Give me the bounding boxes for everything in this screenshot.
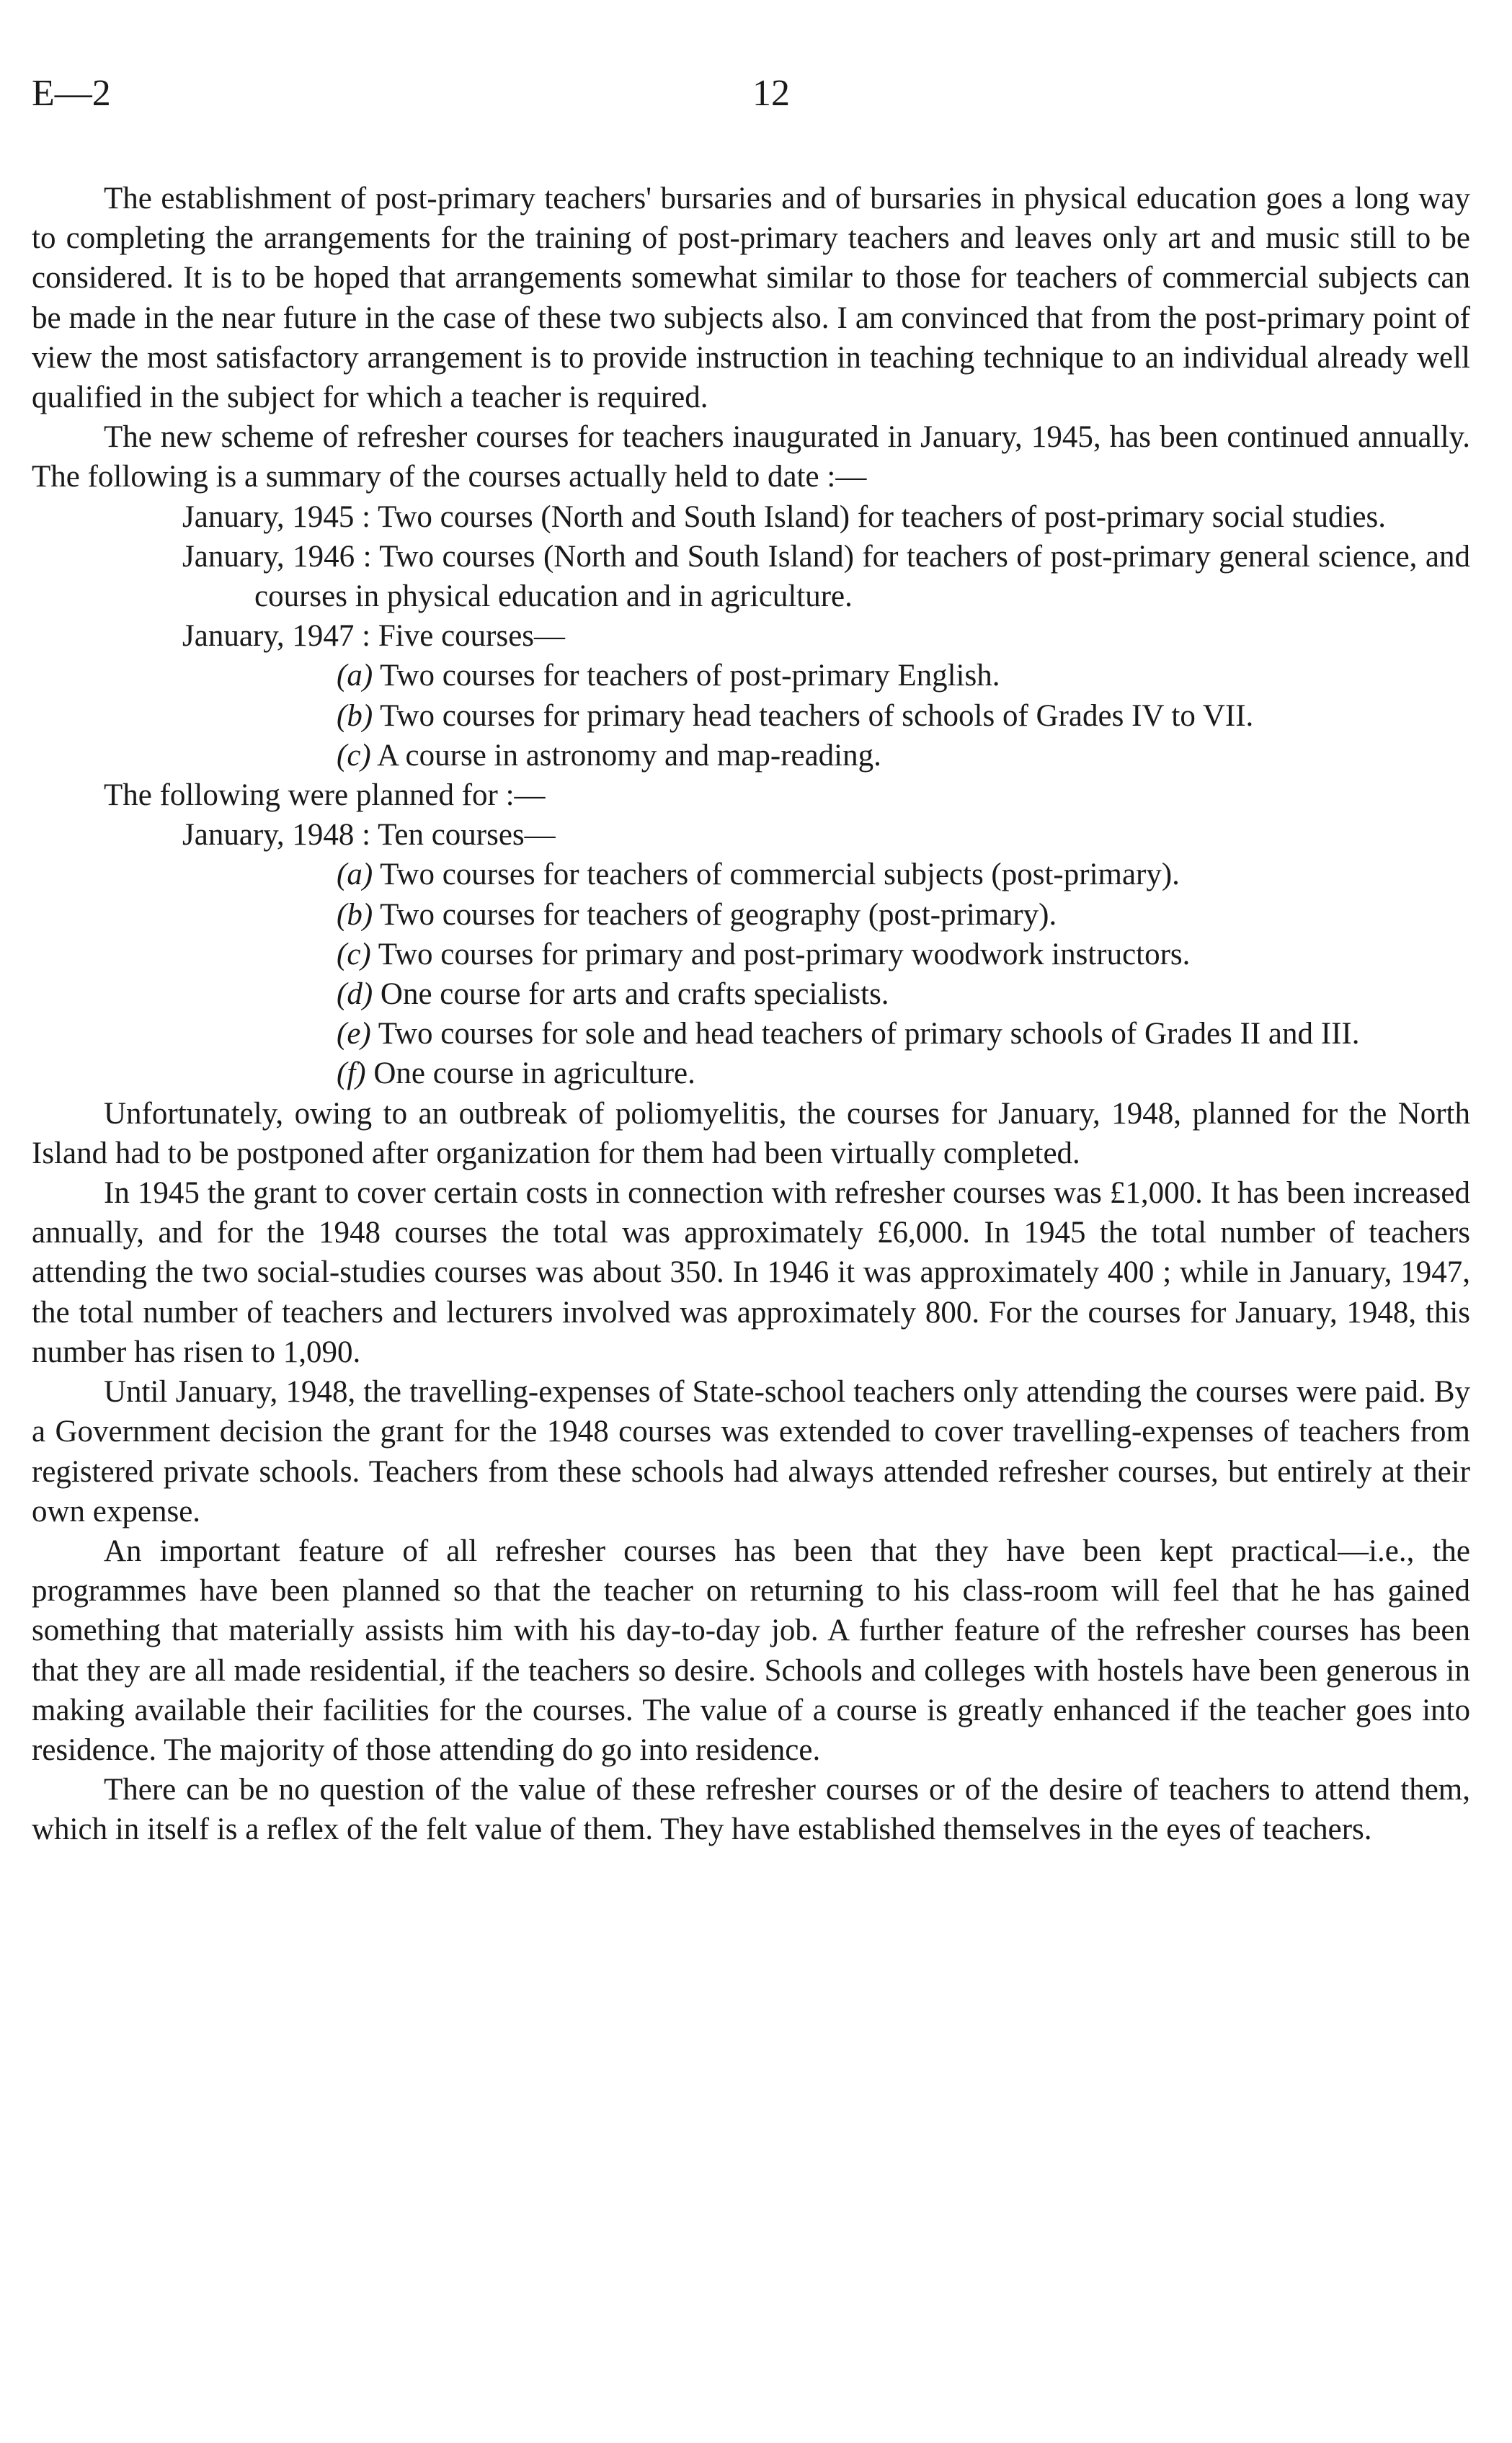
item-label: (b) (337, 698, 373, 733)
list-item (32, 696, 1470, 736)
page-header (32, 72, 1470, 115)
item-text: Two courses for primary head teachers of schools of Grades IV to VII. (380, 698, 1254, 733)
list-item (32, 895, 1470, 935)
item-label: (e) (337, 1017, 371, 1051)
entry-january-1945: January, 1945 : Two courses (North and South Island) for teachers of post-primary social studies. (182, 499, 1387, 534)
list-item (32, 1054, 1470, 1093)
paragraph-refresher-scheme: The new scheme of refresher courses for teachers inaugurated in January, 1945, has been continued annually. The following is a summary of the courses actually held to date :— (32, 420, 1470, 494)
list-item (32, 736, 1470, 775)
paragraph-conclusion: There can be no question of the value of these refresher courses or of the desire of teachers to attend them, which in itself is a reflex of the felt value of them. They have established themselves in the eyes of teachers. (32, 1773, 1470, 1847)
list-item (32, 855, 1470, 894)
item-text: Two courses for primary and post-primary woodwork instructors. (378, 937, 1191, 971)
report-code: E—2 (32, 73, 111, 114)
item-label: (f) (337, 1056, 366, 1091)
item-text: One course for arts and crafts specialists. (380, 977, 889, 1012)
document-body (32, 179, 1470, 1850)
page-number: 12 (752, 73, 790, 114)
item-text: A course in astronomy and map-reading. (377, 738, 881, 773)
paragraph-practical-feature: An important feature of all refresher courses has been that they have been kept practical—i.e., the programmes have been planned so that the teacher on returning to his class-room will feel that he has gained something that materially assists him with his day-to-day job. A further feature of the refresher courses has been that they are all made residential, if the teachers so desire. Schools and colleges with hostels have been generous in making available their facilities for the courses. The value of a course is greatly enhanced if the teacher goes into residence. The majority of those attending do go into residence. (32, 1534, 1470, 1767)
item-label: (a) (337, 858, 373, 892)
list-item (32, 1014, 1470, 1054)
document-page (32, 72, 1470, 1850)
item-text: Two courses for teachers of geography (post-primary). (380, 897, 1057, 932)
planned-intro: The following were planned for :— (104, 778, 546, 813)
paragraph-grant: In 1945 the grant to cover certain costs in connection with refresher courses was £1,000. It has been increased annually, and for the 1948 courses the total was approximately £6,000. In 1945 the total number of teachers attending the two social-studies courses was about 350. In 1946 it was approximately 400 ; while in January, 1947, the total number of teachers and lecturers involved was approximately 800. For the courses for January, 1948, this number has risen to 1,090. (32, 1176, 1470, 1369)
paragraph-bursaries: The establishment of post-primary teachers' bursaries and of bursaries in physical education goes a long way to completing the arrangements for the training of post-primary teachers and leaves only art and music still to be considered. It is to be hoped that arrangements somewhat similar to those for teachers of commercial subjects can be made in the near future in the case of these two subjects also. I am convinced that from the post-primary point of view the most satisfactory arrangement is to provide instruction in teaching technique to an individual already well qualified in the subject for which a teacher is required. (32, 182, 1470, 415)
item-text: One course in agriculture. (373, 1056, 695, 1091)
entry-january-1946: January, 1946 : Two courses (North and South Island) for teachers of post-primary general science, and courses in physical education and in agriculture. (182, 539, 1470, 614)
paragraph-travelling-expenses: Until January, 1948, the travelling-expenses of State-school teachers only attending the courses were paid. By a Government decision the grant for the 1948 courses was extended to cover travelling-expenses of teachers from registered private schools. Teachers from these schools had always attended refresher courses, but entirely at their own expense. (32, 1375, 1470, 1528)
item-label: (d) (337, 977, 373, 1012)
paragraph-poliomyelitis: Unfortunately, owing to an outbreak of poliomyelitis, the courses for January, 1948, planned for the North Island had to be postponed after organization for them had been virtually completed. (32, 1096, 1470, 1170)
item-label: (a) (337, 659, 373, 693)
item-label: (c) (337, 738, 371, 773)
entry-january-1948: January, 1948 : Ten courses— (182, 818, 556, 853)
item-text: Two courses for sole and head teachers of primary schools of Grades II and III. (378, 1017, 1360, 1051)
item-text: Two courses for teachers of commercial subjects (post-primary). (380, 858, 1180, 892)
list-item (32, 974, 1470, 1014)
list-item (32, 935, 1470, 974)
item-text: Two courses for teachers of post-primary English. (380, 659, 1000, 693)
list-item (32, 656, 1470, 695)
item-label: (b) (337, 897, 373, 932)
entry-january-1947: January, 1947 : Five courses— (182, 619, 566, 654)
item-label: (c) (337, 937, 371, 971)
